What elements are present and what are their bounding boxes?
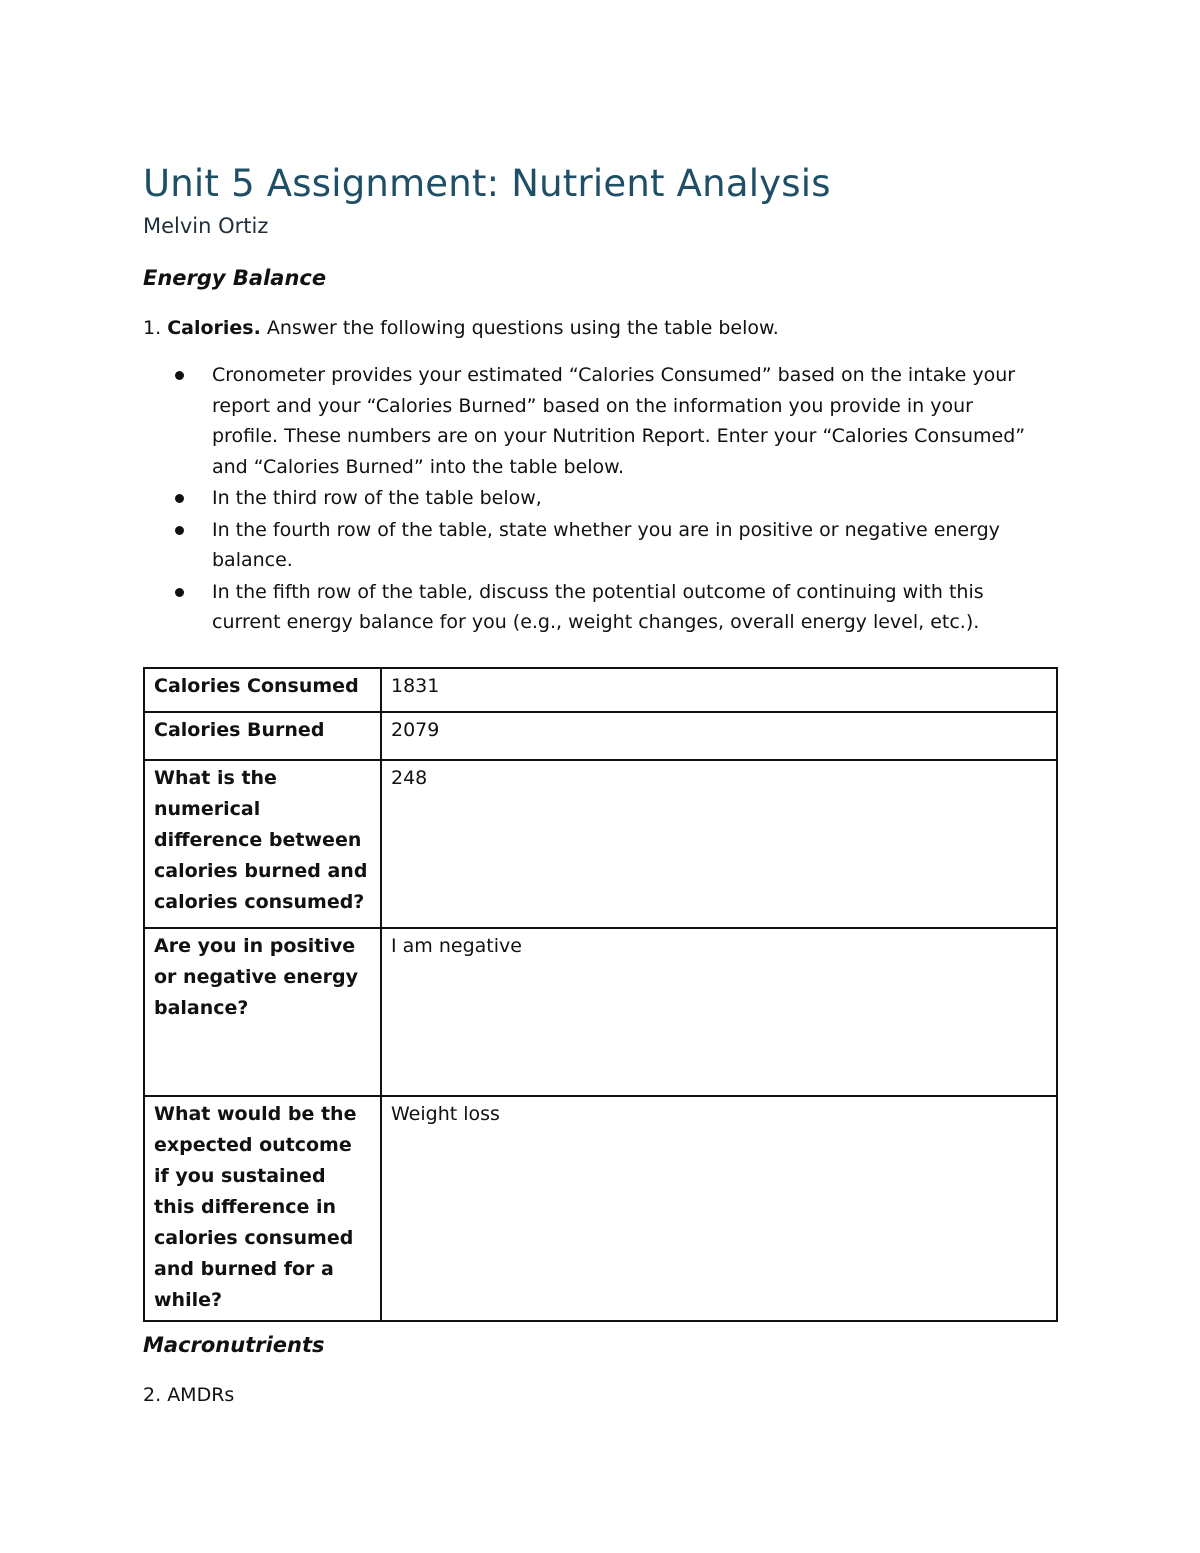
- list-item: [143, 360, 1043, 482]
- row-label: What would be the expected outcome if you sustained this difference in calories consumed and burned for a while?: [144, 1096, 381, 1321]
- list-item-text: Cronometer provides your estimated “Calories Consumed” based on the intake your report and your “Calories Burned” based on the information you provide in your profile. These numbers are on your Nutrition Report. Enter your “Calories Consumed” and “Calories Burned” into the table below.: [212, 364, 1026, 478]
- bullet-icon: [175, 588, 184, 597]
- energy-balance-table: [143, 667, 1058, 1322]
- question-1-text: Answer the following questions using the table below.: [266, 317, 779, 339]
- section-heading-energy-balance: Energy Balance: [143, 266, 327, 290]
- list-item-text: In the fourth row of the table, state whether you are in positive or negative energy balance.: [212, 518, 1000, 571]
- row-value: 1831: [381, 668, 1057, 712]
- question-2-number: 2.: [143, 1384, 162, 1406]
- bullet-icon: [175, 371, 184, 380]
- row-label: Calories Burned: [144, 712, 381, 760]
- author-name: Melvin Ortiz: [143, 214, 269, 238]
- bullet-icon: [175, 494, 184, 503]
- list-item: [143, 577, 1043, 638]
- question-2-label: AMDRs: [167, 1384, 235, 1406]
- instruction-list: [143, 360, 1043, 639]
- list-item: [143, 483, 1043, 514]
- row-label: What is the numerical difference between calories burned and calories consumed?: [144, 760, 381, 928]
- row-value: 248: [381, 760, 1057, 928]
- row-label: Are you in positive or negative energy balance?: [144, 928, 381, 1096]
- document-title: Unit 5 Assignment: Nutrient Analysis: [143, 162, 831, 205]
- row-value: Weight loss: [381, 1096, 1057, 1321]
- table-row: [144, 668, 1057, 712]
- table-row: [144, 712, 1057, 760]
- question-1-label: Calories.: [167, 317, 261, 339]
- list-item-text: In the fifth row of the table, discuss the potential outcome of continuing with this current energy balance for you (e.g., weight changes, overall energy level, etc.).: [212, 580, 984, 633]
- table-row: [144, 928, 1057, 1096]
- question-1: [143, 313, 779, 344]
- question-2: [143, 1380, 234, 1411]
- row-value: 2079: [381, 712, 1057, 760]
- table-row: [144, 1096, 1057, 1321]
- row-value: I am negative: [381, 928, 1057, 1096]
- list-item: [143, 515, 1043, 576]
- row-label: Calories Consumed: [144, 668, 381, 712]
- table-row: [144, 760, 1057, 928]
- question-1-number: 1.: [143, 317, 162, 339]
- section-heading-macronutrients: Macronutrients: [143, 1333, 325, 1357]
- bullet-icon: [175, 526, 184, 535]
- list-item-text: In the third row of the table below,: [212, 487, 542, 509]
